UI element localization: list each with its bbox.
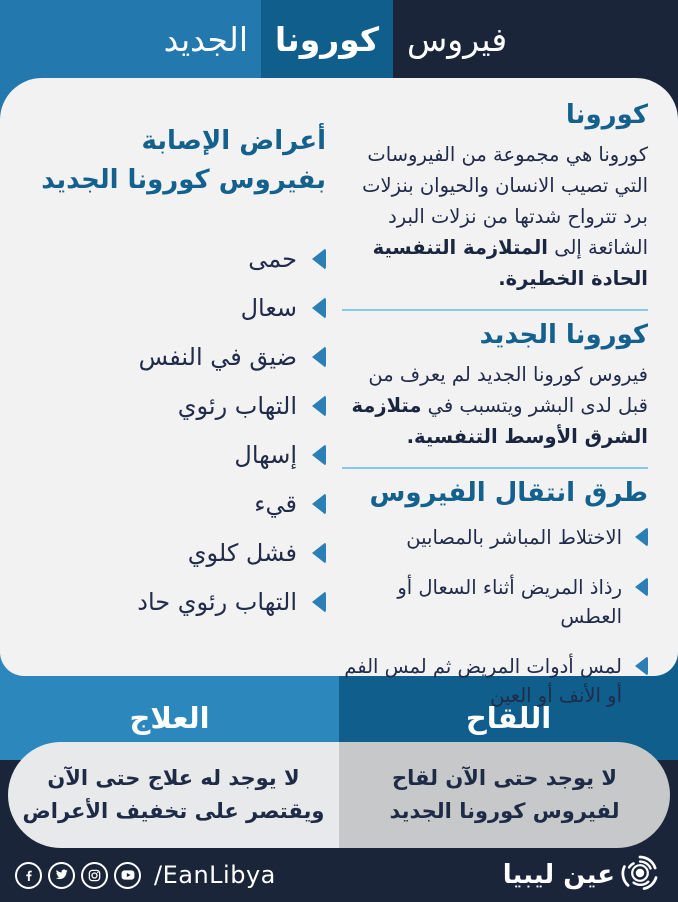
title-word-virus: فيروس (407, 19, 508, 59)
transmission-section-heading: طرق انتقال الفيروس (369, 478, 648, 508)
symptom-label: إسهال (234, 440, 297, 469)
title-word-new: الجديد (163, 19, 248, 59)
corona-section-text (342, 139, 648, 294)
corona-text-bold: المتلازمة التنفسية الحادة الخطيرة. (372, 236, 648, 290)
transmission-item-label: لمس أدوات المريض ثم لمس الفم أو الأنف أو العين (344, 655, 622, 707)
bullet-triangle-icon (635, 527, 648, 547)
symptoms-heading-line2: بفيروس كورونا الجديد (41, 165, 326, 195)
ean-libya-logo (503, 851, 662, 899)
list-item (26, 332, 326, 381)
vaccine-answer-line2: لفيروس كورونا الجديد (389, 799, 620, 823)
symptom-label: فشل كلوي (187, 538, 297, 567)
symptoms-heading (26, 122, 326, 200)
vaccine-header-label: اللقاح (465, 701, 552, 735)
section-divider (342, 309, 648, 311)
new-corona-text-bold: متلازمة الشرق الأوسط التنفسية. (351, 394, 648, 448)
list-item (26, 283, 326, 332)
new-corona-section-text (342, 359, 648, 452)
symptom-label: التهاب رئوي (177, 391, 297, 420)
new-corona-text-regular: فيروس كورونا الجديد لم يعرف من قبل لدى البشر ويتسبب في (368, 363, 648, 417)
bullet-triangle-icon (312, 346, 326, 368)
ean-libya-swirl-icon (618, 851, 662, 899)
symptom-label: قيء (254, 489, 297, 518)
facebook-icon[interactable] (15, 862, 42, 889)
corona-text-regular: كورونا هي مجموعة من الفيروسات التي تصيب الانسان والحيوان بنزلات برد تترواح شدتها من نزلات البرد الشائعة إلى (362, 143, 648, 259)
bullet-triangle-icon (312, 591, 326, 613)
vaccine-answer-line1: لا يوجد حتى الآن لقاح (392, 766, 617, 790)
list-item (342, 573, 648, 631)
transmission-item-label: رذاذ المريض أثناء السعال أو العطس (397, 576, 622, 628)
ean-libya-logo-text: عين ليبيا (502, 860, 615, 890)
bullet-triangle-icon (312, 493, 326, 515)
info-column (342, 94, 648, 707)
symptom-label: حمى (248, 244, 297, 273)
bullet-triangle-icon (635, 577, 648, 597)
corona-section-heading: كورونا (565, 100, 648, 130)
title-word-corona: كورونا (274, 19, 380, 59)
vaccine-answer (339, 742, 670, 848)
symptom-label: سعال (240, 293, 297, 322)
answers-pill (8, 742, 670, 848)
symptom-label: ضيق في النفس (138, 342, 297, 371)
bullet-triangle-icon (312, 248, 326, 270)
social-handle: /EanLibya (154, 861, 276, 889)
list-item (26, 528, 326, 577)
symptoms-heading-line1: أعراض الإصابة (141, 126, 326, 156)
bullet-triangle-icon (312, 297, 326, 319)
treatment-answer-line1: لا يوجد له علاج حتى الآن (47, 766, 300, 790)
bullet-triangle-icon (635, 656, 648, 676)
bullet-triangle-icon (312, 542, 326, 564)
bullet-triangle-icon (312, 395, 326, 417)
main-card (0, 78, 678, 707)
treatment-answer (8, 742, 339, 848)
list-item (26, 577, 326, 626)
list-item (26, 234, 326, 283)
transmission-item-label: الاختلاط المباشر بالمصابين (406, 526, 622, 549)
list-item (342, 523, 648, 552)
footer-bar (0, 848, 678, 902)
bullet-triangle-icon (312, 444, 326, 466)
social-links (15, 861, 276, 889)
list-item (26, 430, 326, 479)
list-item (26, 479, 326, 528)
transmission-list (342, 523, 648, 710)
section-divider (342, 467, 648, 469)
treatment-answer-line2: ويقتصر على تخفيف الأعراض (22, 799, 325, 823)
list-item (342, 652, 648, 710)
list-item (26, 381, 326, 430)
youtube-icon[interactable] (114, 862, 141, 889)
twitter-icon[interactable] (48, 862, 75, 889)
treatment-header-label: العلاج (129, 701, 210, 735)
new-corona-section-heading: كورونا الجديد (479, 320, 648, 350)
instagram-icon[interactable] (81, 862, 108, 889)
symptoms-column (26, 94, 326, 676)
symptom-label: التهاب رئوي حاد (137, 587, 297, 616)
symptoms-list (26, 234, 326, 626)
